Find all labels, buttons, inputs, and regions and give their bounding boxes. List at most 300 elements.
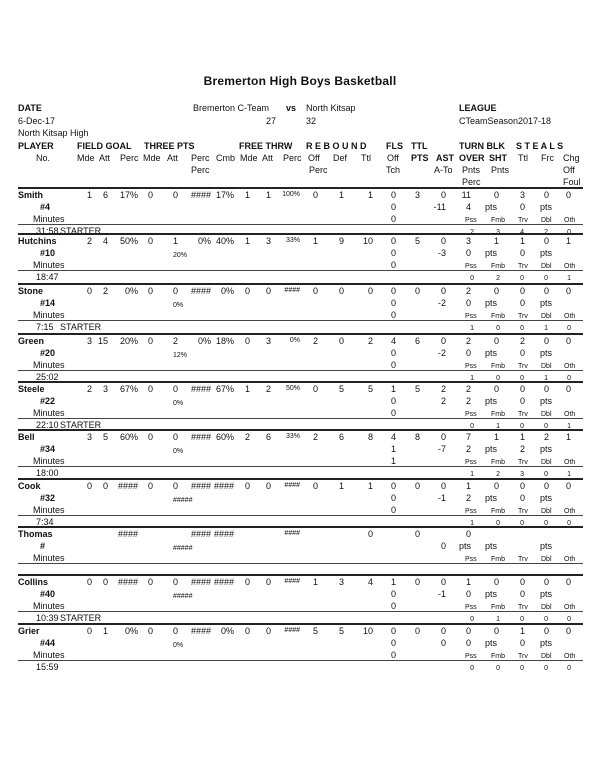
tp-made: 0 <box>147 432 153 442</box>
ft-att: 0 <box>265 577 271 587</box>
reb-ttl: 5 <box>367 384 373 394</box>
col-ast: AST <box>436 153 454 163</box>
steals-chg: 0 <box>565 626 571 636</box>
minutes-label: Minutes <box>33 601 65 611</box>
reb-def: 6 <box>338 432 344 442</box>
turnover-dbl: 0 <box>544 471 548 478</box>
tp-perc: #### <box>190 529 211 539</box>
a-to: -7 <box>437 444 446 454</box>
turnover-pss: 2 <box>470 229 474 236</box>
steals-ttl: 1 <box>519 626 525 636</box>
turnover-pts-label: pts <box>485 493 498 503</box>
tp-perc-sub: 0% <box>173 400 184 407</box>
turnover-trv: 0 <box>520 616 524 623</box>
steals-frc: 0 <box>543 190 549 200</box>
fls-off: 1 <box>390 384 396 394</box>
fmb-label: Fmb <box>491 604 505 611</box>
steal-pts-label: pts <box>540 298 553 308</box>
ft-att: 0 <box>265 286 271 296</box>
turnover-pts: 0 <box>465 298 471 308</box>
row-divider <box>18 333 583 335</box>
fmb-label: Fmb <box>491 411 505 418</box>
turnover-oth: 0 <box>567 665 571 672</box>
steals-ttl: 1 <box>519 432 525 442</box>
game-date: 6-Dec-17 <box>18 116 56 126</box>
starter-flag: STARTER <box>60 322 102 332</box>
col-pts: PTS <box>411 153 429 163</box>
col-player: PLAYER <box>18 141 54 151</box>
assists: 0 <box>440 286 446 296</box>
oth-label: Oth <box>564 363 576 370</box>
player-number: #34 <box>40 444 56 454</box>
dbl-label: Dbl <box>541 411 552 418</box>
ft-att: 2 <box>265 384 271 394</box>
steals-chg: 0 <box>565 190 571 200</box>
fls-sub: 1 <box>390 456 396 466</box>
points: 5 <box>414 236 420 246</box>
turnover-trv: 4 <box>520 229 524 236</box>
turnover-pss: 1 <box>470 471 474 478</box>
fls-tch: 0 <box>390 298 396 308</box>
fg-att: 6 <box>102 190 108 200</box>
pss-label: Pss <box>465 263 477 270</box>
col-reb-off: Off <box>308 153 320 163</box>
ft-perc: 33% <box>285 237 300 244</box>
turnover-pts-label: pts <box>485 541 498 551</box>
steals-frc: 0 <box>543 626 549 636</box>
trv-label: Trv <box>518 508 528 515</box>
col-fg-att: Att <box>99 153 111 163</box>
row-divider <box>18 611 583 612</box>
reb-def: 5 <box>338 626 344 636</box>
row-divider <box>18 623 583 625</box>
turnover-oth: 0 <box>567 520 571 527</box>
ft-made: 1 <box>244 236 250 246</box>
row-divider <box>18 283 583 285</box>
tp-perc: #### <box>190 286 211 296</box>
col-reb-def: Def <box>333 153 348 163</box>
assists: 2 <box>440 384 446 394</box>
minutes-label: Minutes <box>33 310 65 320</box>
home-team: Bremerton C-Team <box>193 103 270 113</box>
tp-made: 0 <box>147 626 153 636</box>
reb-off: 2 <box>312 432 318 442</box>
reb-ttl: 1 <box>367 481 373 491</box>
fls-sub: 0 <box>390 650 396 660</box>
fg-att: 15 <box>97 336 108 346</box>
steal-pts: 0 <box>519 248 525 258</box>
reb-def: 9 <box>338 236 344 246</box>
starter-flag: STARTER <box>60 613 102 623</box>
steals-frc: 2 <box>543 432 549 442</box>
a-to: -3 <box>437 248 446 258</box>
turnover-oth: 1 <box>567 471 571 478</box>
turnover-dbl: 0 <box>544 520 548 527</box>
assists: 0 <box>440 432 446 442</box>
tp-perc-sub: 0% <box>173 302 184 309</box>
fmb-label: Fmb <box>491 217 505 224</box>
row-divider <box>18 429 583 431</box>
player-number: #20 <box>40 348 56 358</box>
row-divider <box>18 370 583 371</box>
player-name: Collins <box>18 577 49 587</box>
tp-perc-sub: 20% <box>173 252 188 259</box>
blocks: 0 <box>493 384 499 394</box>
steal-pts: 0 <box>519 589 525 599</box>
steal-pts: 0 <box>519 493 525 503</box>
turnover-fmb: 0 <box>496 520 500 527</box>
oth-label: Oth <box>564 263 576 270</box>
cmb-perc: 0% <box>220 286 234 296</box>
col-field-goal: FIELD GOAL <box>77 141 132 151</box>
tp-made: 0 <box>147 577 153 587</box>
steal-pts: 0 <box>519 638 525 648</box>
opponent-name: North Kitsap High <box>18 128 89 138</box>
steal-pts: 2 <box>519 444 525 454</box>
steals-frc: 0 <box>543 481 549 491</box>
league-name: CTeamSeason2017-18 <box>459 116 552 126</box>
turnovers: 0 <box>465 529 471 539</box>
tp-perc-sub: ##### <box>173 593 193 600</box>
reb-def: 0 <box>338 336 344 346</box>
reb-def: 0 <box>338 286 344 296</box>
col-perc-pts: Perc <box>462 177 481 187</box>
assists: 0 <box>440 336 446 346</box>
reb-def: 1 <box>338 481 344 491</box>
row-divider <box>18 515 583 516</box>
minutes-played: 25:02 <box>36 372 59 382</box>
tp-att: 0 <box>172 432 178 442</box>
fg-att: 5 <box>102 432 108 442</box>
row-divider <box>18 574 583 576</box>
fmb-label: Fmb <box>491 263 505 270</box>
player-number: #22 <box>40 396 56 406</box>
fg-att: 1 <box>102 626 108 636</box>
fls-off: 4 <box>390 336 396 346</box>
turnovers: 2 <box>465 286 471 296</box>
minutes-played: 7:15 <box>36 322 54 332</box>
cmb-perc: 0% <box>220 626 234 636</box>
date-label: DATE <box>18 103 42 113</box>
points: 0 <box>414 626 420 636</box>
turnover-oth: 0 <box>567 375 571 382</box>
turnover-pss: 0 <box>470 423 474 430</box>
minutes-label: Minutes <box>33 408 65 418</box>
trv-label: Trv <box>518 217 528 224</box>
steals-chg: 0 <box>565 481 571 491</box>
col-tp-att: Att <box>167 153 179 163</box>
a-to: -1 <box>437 589 446 599</box>
fg-perc: #### <box>117 529 138 539</box>
blocks: 1 <box>493 236 499 246</box>
col-pnts2: Pnts <box>491 165 510 175</box>
fls-off: 1 <box>390 577 396 587</box>
ft-made: 0 <box>244 626 250 636</box>
col-reb-ttl: Ttl <box>361 153 371 163</box>
points: 3 <box>414 190 420 200</box>
col-foul: Foul <box>563 177 581 187</box>
minutes-played: 18:47 <box>36 272 59 282</box>
tp-perc-sub: 0% <box>173 642 184 649</box>
dbl-label: Dbl <box>541 363 552 370</box>
vs-label: vs <box>286 103 297 113</box>
turnover-pts: 0 <box>465 348 471 358</box>
league-label: LEAGUE <box>459 103 497 113</box>
reb-ttl: 1 <box>367 190 373 200</box>
fls-off: 0 <box>390 481 396 491</box>
fls-off: 0 <box>390 236 396 246</box>
turnovers: 0 <box>465 626 471 636</box>
tp-perc: 0% <box>197 236 211 246</box>
row-divider <box>18 660 583 661</box>
points: 0 <box>414 529 420 539</box>
tp-perc-sub: 12% <box>173 352 188 359</box>
player-name: Steele <box>18 384 45 394</box>
minutes-played: 7:34 <box>36 517 54 527</box>
reb-ttl: 10 <box>362 626 373 636</box>
player-name: Grier <box>18 626 40 636</box>
oth-label: Oth <box>564 217 576 224</box>
player-number: #40 <box>40 589 56 599</box>
trv-label: Trv <box>518 263 528 270</box>
fls-sub: 0 <box>390 214 396 224</box>
turnover-fmb: 1 <box>496 616 500 623</box>
fg-perc: 0% <box>124 286 138 296</box>
turnover-pts: 2 <box>465 493 471 503</box>
fg-made: 2 <box>86 384 92 394</box>
steal-pts-label: pts <box>540 248 553 258</box>
points: 6 <box>414 336 420 346</box>
fg-att: 2 <box>102 286 108 296</box>
home-score: 27 <box>266 116 277 126</box>
col-ft-att: Att <box>262 153 274 163</box>
turnover-pts: 0 <box>465 638 471 648</box>
turnover-trv: 0 <box>520 423 524 430</box>
tp-made: 0 <box>147 384 153 394</box>
a-to: 0 <box>440 638 446 648</box>
fls-sub: 0 <box>390 505 396 515</box>
fg-att: 0 <box>102 481 108 491</box>
cmb-perc: 18% <box>215 336 234 346</box>
ft-made: 1 <box>244 384 250 394</box>
trv-label: Trv <box>518 363 528 370</box>
cmb-perc: 17% <box>215 190 234 200</box>
a-to: 2 <box>440 396 446 406</box>
reb-off: 2 <box>312 336 318 346</box>
steal-pts-label: pts <box>540 638 553 648</box>
steal-pts: 0 <box>519 298 525 308</box>
turnover-pts-label: pts <box>485 248 498 258</box>
blocks: 0 <box>493 190 499 200</box>
player-name: Hutchins <box>18 236 57 246</box>
points: 0 <box>414 577 420 587</box>
steals-frc: 0 <box>543 384 549 394</box>
fmb-label: Fmb <box>491 459 505 466</box>
col-stl-ttl: Ttl <box>518 153 528 163</box>
steals-frc: 0 <box>543 236 549 246</box>
turnovers: 3 <box>465 236 471 246</box>
player-number: #10 <box>40 248 56 258</box>
tp-perc: #### <box>190 432 211 442</box>
ft-att: 3 <box>265 336 271 346</box>
turnovers: 1 <box>465 577 471 587</box>
player-name: Stone <box>18 286 44 296</box>
reb-off: 5 <box>312 626 318 636</box>
trv-label: Trv <box>518 313 528 320</box>
points: 0 <box>414 286 420 296</box>
dbl-label: Dbl <box>541 217 552 224</box>
ft-perc: #### <box>284 530 300 537</box>
reb-off: 1 <box>312 577 318 587</box>
steals-chg: 0 <box>565 336 571 346</box>
cmb-perc: 40% <box>215 236 234 246</box>
turnovers: 2 <box>465 336 471 346</box>
tp-att: 0 <box>172 190 178 200</box>
pss-label: Pss <box>465 508 477 515</box>
col-off2: Off <box>563 165 575 175</box>
pss-label: Pss <box>465 459 477 466</box>
pss-label: Pss <box>465 653 477 660</box>
ft-att: 0 <box>265 481 271 491</box>
tp-att: 2 <box>172 336 178 346</box>
fg-perc: #### <box>117 481 138 491</box>
minutes-played: 22:10 <box>36 420 59 430</box>
ft-made: 2 <box>244 432 250 442</box>
row-divider <box>18 526 583 528</box>
assists: 0 <box>440 481 446 491</box>
reb-def: 3 <box>338 577 344 587</box>
tp-att: 1 <box>172 236 178 246</box>
ft-made: 1 <box>244 190 250 200</box>
col-over: OVER <box>459 153 485 163</box>
turnover-trv: 3 <box>520 471 524 478</box>
points: 0 <box>414 481 420 491</box>
points: 5 <box>414 384 420 394</box>
fg-perc: 0% <box>124 626 138 636</box>
steals-frc: 0 <box>543 336 549 346</box>
blocks: 0 <box>493 336 499 346</box>
blocks: 1 <box>493 432 499 442</box>
tp-perc: #### <box>190 384 211 394</box>
fg-att: 4 <box>102 236 108 246</box>
minutes-played: 15:59 <box>36 662 59 672</box>
fls-off: 0 <box>390 626 396 636</box>
ft-made: 0 <box>244 336 250 346</box>
minutes-label: Minutes <box>33 360 65 370</box>
col-turn-blk: TURN BLK <box>459 141 505 151</box>
fg-perc: 50% <box>119 236 138 246</box>
turnover-pts: pts <box>458 541 471 551</box>
fg-made: 0 <box>86 286 92 296</box>
tp-perc-sub: 0% <box>173 448 184 455</box>
tp-made: 0 <box>147 236 153 246</box>
turnover-fmb: 2 <box>496 471 500 478</box>
turnover-fmb: 3 <box>496 229 500 236</box>
steals-ttl: 0 <box>519 577 525 587</box>
page-title: Bremerton High Boys Basketball <box>203 74 397 88</box>
oth-label: Oth <box>564 313 576 320</box>
assists: 0 <box>440 577 446 587</box>
row-divider <box>18 224 583 225</box>
oth-label: Oth <box>564 508 576 515</box>
steal-pts: 0 <box>519 202 525 212</box>
fg-made: 0 <box>86 626 92 636</box>
col-fls: FLS <box>386 141 403 151</box>
turnover-pss: 0 <box>470 275 474 282</box>
minutes-played: 10:39 <box>36 613 59 623</box>
fg-perc: 17% <box>119 190 138 200</box>
player-number: #14 <box>40 298 56 308</box>
fls-sub: 0 <box>390 260 396 270</box>
fg-perc: 67% <box>119 384 138 394</box>
fg-made: 1 <box>86 190 92 200</box>
turnover-dbl: 0 <box>544 423 548 430</box>
dbl-label: Dbl <box>541 604 552 611</box>
cmb-perc: 67% <box>215 384 234 394</box>
player-name: Smith <box>18 190 44 200</box>
steals-ttl: 0 <box>519 286 525 296</box>
turnover-pss: 1 <box>470 325 474 332</box>
turnover-trv: 0 <box>520 665 524 672</box>
fg-made: 0 <box>86 481 92 491</box>
fls-off: 0 <box>390 190 396 200</box>
minutes-played: 31:58 <box>36 226 59 236</box>
ft-perc: 0% <box>289 337 300 344</box>
tp-made: 0 <box>147 286 153 296</box>
reb-ttl: 2 <box>367 336 373 346</box>
turnover-pss: 0 <box>470 665 474 672</box>
pss-label: Pss <box>465 556 477 563</box>
col-fg-perc: Perc <box>120 153 139 163</box>
player-number: #44 <box>40 638 56 648</box>
tp-made: 0 <box>147 190 153 200</box>
fg-made: 0 <box>86 577 92 587</box>
turnovers: 2 <box>465 384 471 394</box>
col-tch: Tch <box>386 165 401 175</box>
fls-sub: 0 <box>390 408 396 418</box>
minutes-label: Minutes <box>33 260 65 270</box>
fg-perc: #### <box>117 577 138 587</box>
turnovers: 7 <box>465 432 471 442</box>
steal-pts: 0 <box>519 396 525 406</box>
steals-chg: 0 <box>565 577 571 587</box>
player-name: Bell <box>18 432 35 442</box>
fmb-label: Fmb <box>491 313 505 320</box>
fg-made: 3 <box>86 336 92 346</box>
steals-frc: 0 <box>543 286 549 296</box>
turnover-pss: 0 <box>470 616 474 623</box>
fls-tch: 0 <box>390 589 396 599</box>
col-tp-perc: Perc <box>191 153 210 163</box>
col-free-thrw: FREE THRW <box>239 141 293 151</box>
blocks: 0 <box>493 626 499 636</box>
fls-tch: 1 <box>390 444 396 454</box>
col-fls-off: Off <box>387 153 399 163</box>
trv-label: Trv <box>518 411 528 418</box>
turnover-pss: 1 <box>470 520 474 527</box>
dbl-label: Dbl <box>541 459 552 466</box>
reb-ttl: 0 <box>367 286 373 296</box>
turnover-pts-label: pts <box>485 589 498 599</box>
fg-perc: 20% <box>119 336 138 346</box>
turnover-dbl: 1 <box>544 325 548 332</box>
reb-ttl: 10 <box>362 236 373 246</box>
ft-att: 3 <box>265 236 271 246</box>
col-pnts: Pnts <box>462 165 481 175</box>
ft-att: 0 <box>265 626 271 636</box>
steals-chg: 0 <box>565 384 571 394</box>
ft-att: 1 <box>265 190 271 200</box>
